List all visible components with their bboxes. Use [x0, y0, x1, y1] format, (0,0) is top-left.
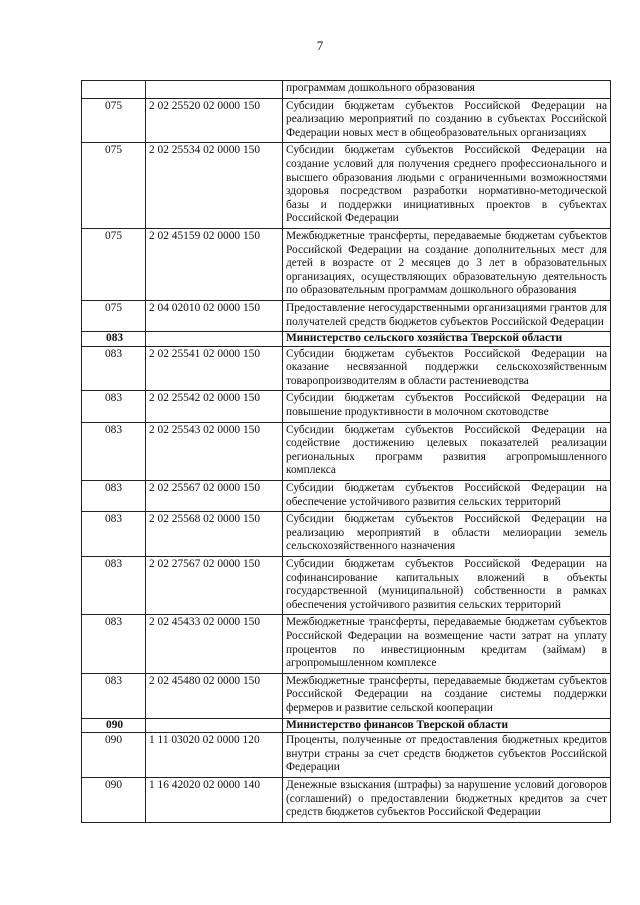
table-row [82, 673, 611, 718]
page-number: 7 [316, 38, 324, 53]
admin-code-cell: 083 [82, 332, 146, 347]
kbk-cell: 2 02 25541 02 0000 150 [146, 346, 283, 391]
kbk-cell: 1 11 03020 02 0000 120 [146, 733, 283, 778]
table-row [82, 422, 611, 480]
table-row [82, 143, 611, 229]
table-body [82, 81, 611, 823]
description-cell: Субсидии бюджетам субъектов Российской Федерации на реализацию мероприятий в области мелиорации земель сельскохозяйственного назначения [283, 512, 611, 557]
kbk-cell: 2 04 02010 02 0000 150 [146, 300, 283, 331]
admin-code-cell: 075 [82, 300, 146, 331]
table-row [82, 512, 611, 557]
description-cell: Межбюджетные трансферты, передаваемые бюджетам субъектов Российской Федерации на создание системы поддержки фермеров и развитие сельской кооперации [283, 673, 611, 718]
kbk-cell: 2 02 25543 02 0000 150 [146, 422, 283, 480]
table-row [82, 615, 611, 673]
kbk-cell: 2 02 45480 02 0000 150 [146, 673, 283, 718]
description-cell: программам дошкольного образования [283, 81, 611, 99]
admin-code-cell: 083 [82, 673, 146, 718]
description-cell: Проценты, полученные от предоставления бюджетных кредитов внутри страны за счет средств бюджетов субъектов Российской Федерации [283, 733, 611, 778]
kbk-cell [146, 81, 283, 99]
description-cell: Субсидии бюджетам субъектов Российской Федерации на повышение продуктивности в молочном скотоводстве [283, 391, 611, 422]
kbk-cell: 2 02 45159 02 0000 150 [146, 228, 283, 300]
admin-code-cell: 075 [82, 228, 146, 300]
table-row [82, 228, 611, 300]
continuation-row [82, 81, 611, 99]
kbk-cell: 2 02 27567 02 0000 150 [146, 557, 283, 615]
description-cell: Денежные взыскания (штрафы) за нарушение условий договоров (соглашений) о предоставлении бюджетных кредитов за счет средств бюджетов субъектов Российской Федерации [283, 777, 611, 822]
admin-code-cell: 083 [82, 615, 146, 673]
admin-code-cell [82, 81, 146, 99]
description-cell: Субсидии бюджетам субъектов Российской Федерации на софинансирование капитальных вложений в объекты государственной (муниципальной) собственности в рамках обеспечения устойчивого развития сельских территорий [283, 557, 611, 615]
kbk-cell: 1 16 42020 02 0000 140 [146, 777, 283, 822]
description-cell: Межбюджетные трансферты, передаваемые бюджетам субъектов Российской Федерации на создание дополнительных мест для детей в возрасте от 2 месяцев до 3 лет в образовательных организациях, осуществляющих образовательную деятельность по образовательным программам дошкольного образования [283, 228, 611, 300]
kbk-cell [146, 332, 283, 347]
description-cell: Министерство сельского хозяйства Тверской области [283, 332, 611, 347]
table-row [82, 733, 611, 778]
table-row [82, 98, 611, 143]
admin-code-cell: 083 [82, 512, 146, 557]
admin-code-cell: 090 [82, 777, 146, 822]
description-cell: Субсидии бюджетам субъектов Российской Федерации на содействие достижению целевых показателей реализации региональных программ развития агропромышленного комплекса [283, 422, 611, 480]
section-header-row [82, 332, 611, 347]
description-cell: Субсидии бюджетам субъектов Российской Федерации на реализацию мероприятий по созданию в субъектах Российской Федерации новых мест в общеобразовательных организациях [283, 98, 611, 143]
kbk-cell: 2 02 25542 02 0000 150 [146, 391, 283, 422]
description-cell: Субсидии бюджетам субъектов Российской Федерации на оказание несвязанной поддержки сельскохозяйственным товаропроизводителям в области растениеводства [283, 346, 611, 391]
kbk-cell: 2 02 25534 02 0000 150 [146, 143, 283, 229]
description-cell: Межбюджетные трансферты, передаваемые бюджетам субъектов Российской Федерации на возмещение части затрат на уплату процентов по инвестиционным кредитам (займам) в агропромышленном комплексе [283, 615, 611, 673]
admin-code-cell: 083 [82, 422, 146, 480]
description-cell: Субсидии бюджетам субъектов Российской Федерации на обеспечение устойчивого развития сельских территорий [283, 481, 611, 512]
kbk-cell: 2 02 25567 02 0000 150 [146, 481, 283, 512]
table-row [82, 300, 611, 331]
admin-code-cell: 083 [82, 346, 146, 391]
admin-code-cell: 083 [82, 557, 146, 615]
kbk-cell: 2 02 25568 02 0000 150 [146, 512, 283, 557]
kbk-cell [146, 718, 283, 733]
admin-code-cell: 090 [82, 718, 146, 733]
table-row [82, 391, 611, 422]
description-cell: Субсидии бюджетам субъектов Российской Федерации на создание условий для получения среднего профессионального и высшего образования людьми с ограниченными возможностями здоровья посредством разработки нормативно-методической базы и поддержки инициативных проектов в субъектах Российской Федерации [283, 143, 611, 229]
section-header-row [82, 718, 611, 733]
kbk-cell: 2 02 45433 02 0000 150 [146, 615, 283, 673]
admin-code-cell: 075 [82, 143, 146, 229]
kbk-cell: 2 02 25520 02 0000 150 [146, 98, 283, 143]
table-row [82, 346, 611, 391]
description-cell: Предоставление негосударственными организациями грантов для получателей средств бюджетов субъектов Российской Федерации [283, 300, 611, 331]
admin-code-cell: 083 [82, 481, 146, 512]
admin-code-cell: 075 [82, 98, 146, 143]
table-row [82, 557, 611, 615]
admin-code-cell: 090 [82, 733, 146, 778]
revenue-codes-table [81, 80, 611, 823]
table-row [82, 481, 611, 512]
admin-code-cell: 083 [82, 391, 146, 422]
table-row [82, 777, 611, 822]
description-cell: Министерство финансов Тверской области [283, 718, 611, 733]
